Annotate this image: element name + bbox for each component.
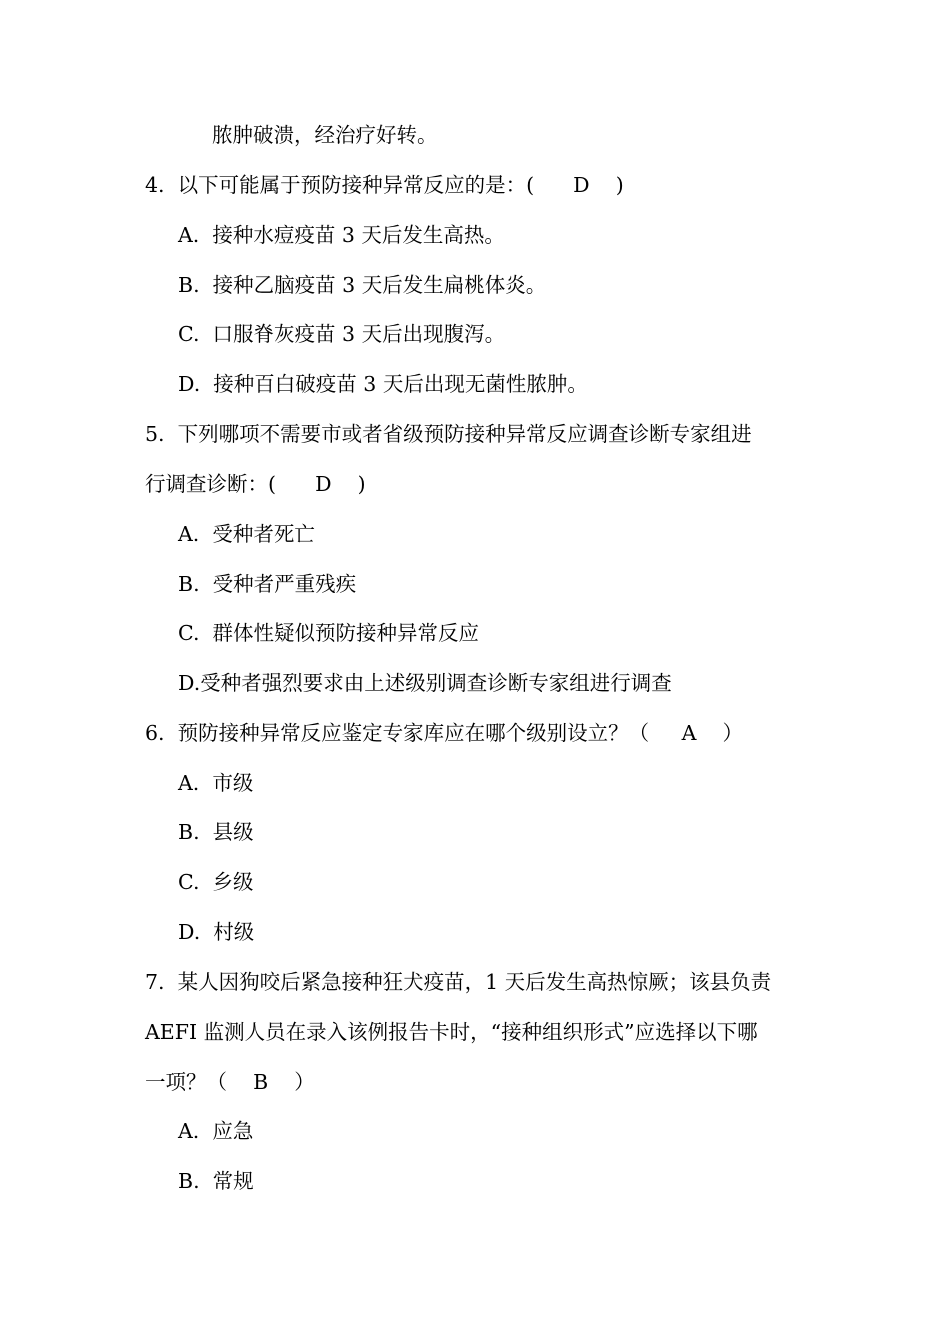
question-6: 6. 预防接种异常反应鉴定专家库应在哪个级别设立？（ A ） xyxy=(145,721,744,745)
question-7-line-2: AEFI 监测人员在录入该例报告卡时，“接种组织形式”应选择以下哪 xyxy=(145,1020,758,1044)
question-4: 4. 以下可能属于预防接种异常反应的是：( D ) xyxy=(145,173,624,197)
question-6-option-c: C. 乡级 xyxy=(178,870,254,894)
question-6-option-b: B. 县级 xyxy=(178,820,254,844)
question-5-option-b: B. 受种者严重残疾 xyxy=(178,572,357,596)
question-5-option-c: C. 群体性疑似预防接种异常反应 xyxy=(178,621,480,645)
question-7-line-1: 7. 某人因狗咬后紧急接种狂犬疫苗，1 天后发生高热惊厥；该县负责 xyxy=(145,970,772,994)
question-5-option-d: D.受种者强烈要求由上述级别调查诊断专家组进行调查 xyxy=(178,671,672,695)
question-5-option-a: A. 受种者死亡 xyxy=(178,522,315,546)
question-6-option-d: D. 村级 xyxy=(178,920,255,944)
question-7-option-a: A. 应急 xyxy=(178,1119,254,1143)
question-4-option-d: D. 接种百白破疫苗 3 天后出现无菌性脓肿。 xyxy=(178,372,588,396)
question-5-line-1: 5. 下列哪项不需要市或者省级预防接种异常反应调查诊断专家组进 xyxy=(145,422,752,446)
question-7-line-3: 一项？（ B ） xyxy=(145,1070,315,1094)
question-4-option-c: C. 口服脊灰疫苗 3 天后出现腹泻。 xyxy=(178,322,506,346)
question-4-option-a: A. 接种水痘疫苗 3 天后发生高热。 xyxy=(178,223,505,247)
question-4-option-b: B. 接种乙脑疫苗 3 天后发生扁桃体炎。 xyxy=(178,273,547,297)
question-7-option-b: B. 常规 xyxy=(178,1169,254,1193)
continuation-line: 脓肿破溃，经治疗好转。 xyxy=(212,123,438,147)
question-6-option-a: A. 市级 xyxy=(178,771,254,795)
question-5-line-2: 行调查诊断：( D ) xyxy=(145,472,366,496)
